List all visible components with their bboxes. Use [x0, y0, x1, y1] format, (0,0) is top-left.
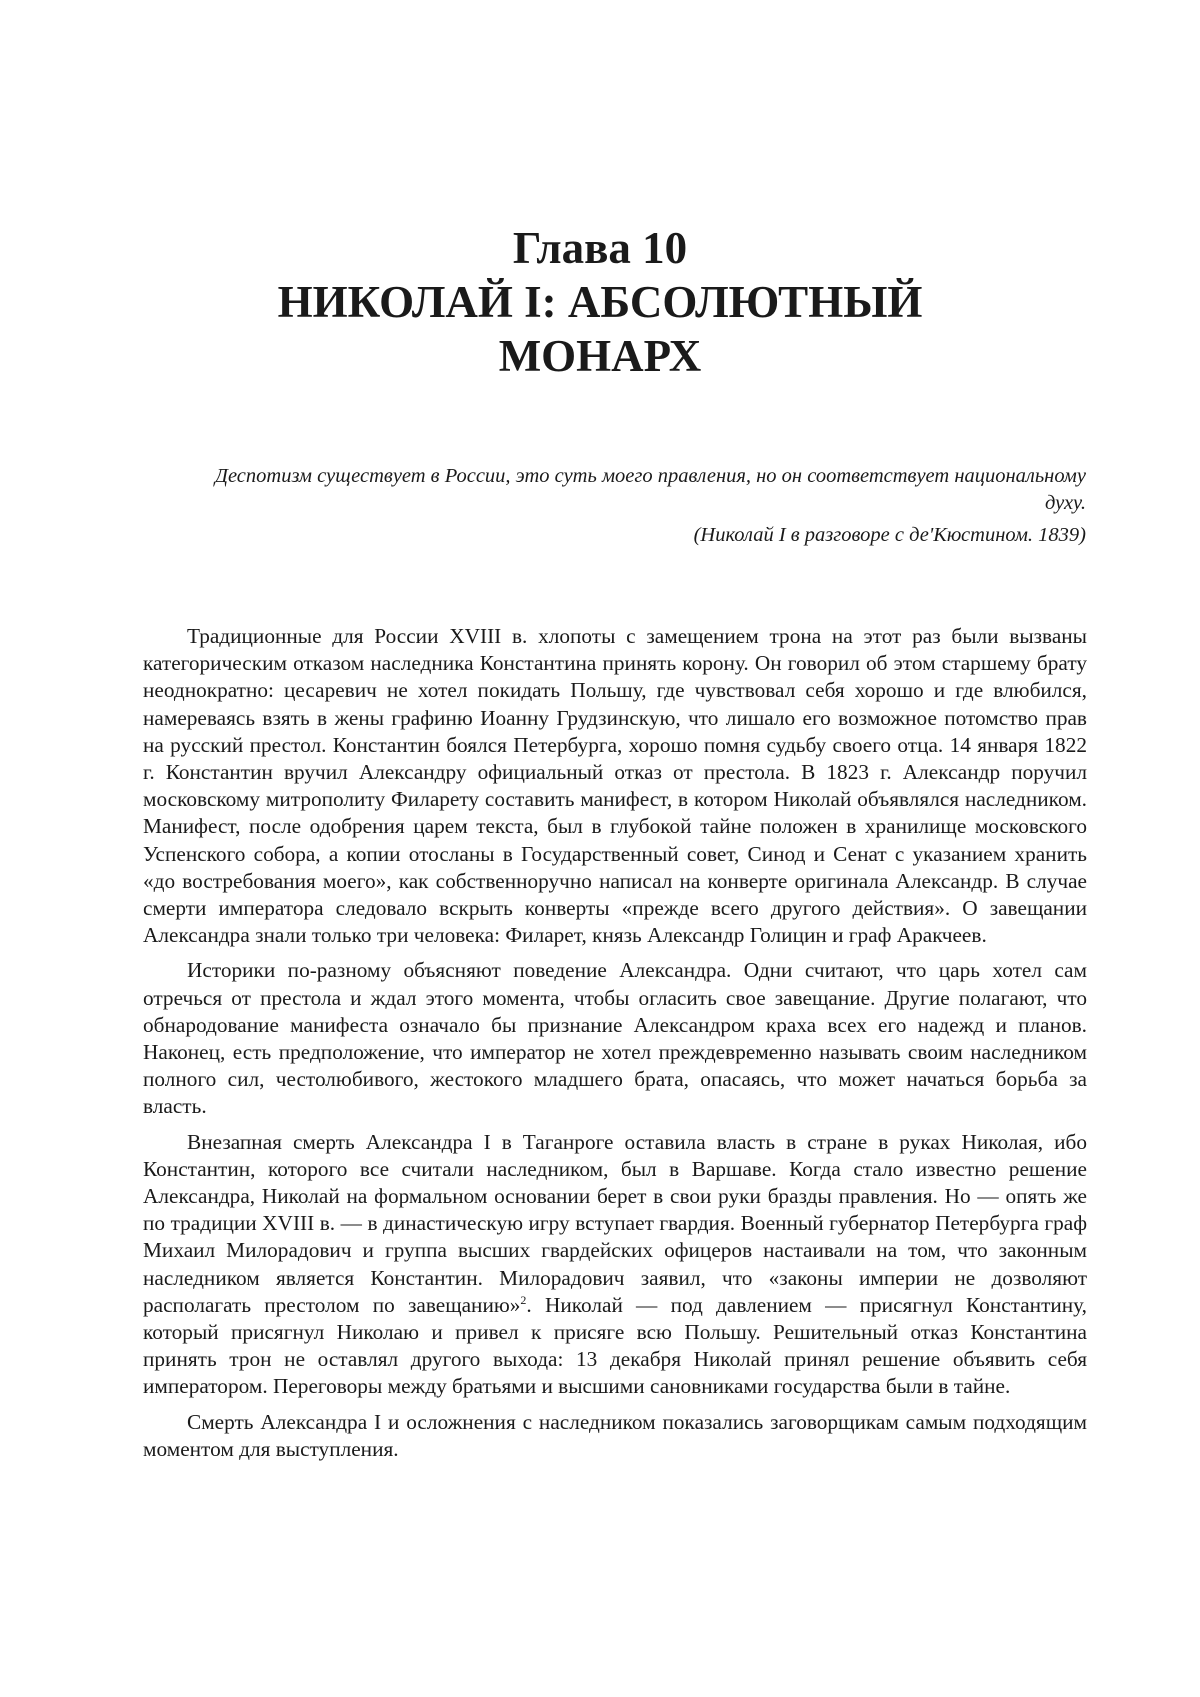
- paragraph-2: Историки по-разному объясняют поведение Александра. Одни считают, что царь хотел сам отречься от престола и ждал этого момента, чтобы огласить свое завещание. Другие полагают, что обнародование манифеста означало бы признание Александром краха всех его надежд и планов. Наконец, есть предположение, что император не хотел преждевременно называть своим наследником полного сил, честолюбивого, жестокого младшего брата, опасаясь, что может начаться борьба за власть.: [143, 958, 1087, 1119]
- chapter-title-line-2: МОНАРХ: [498, 331, 702, 381]
- paragraph-1: Традиционные для России XVIII в. хлопоты с замещением трона на этот раз были вызваны категорическим отказом наследника Константина принять корону. Он говорил об этом старшему брату неоднократно: цесаревич не хотел покидать Польшу, где чувствовал себя хорошо и где влюбился, намереваясь взять в жены графиню Иоанну Грудзинскую, что лишало его возможное потомство прав на русский престол. Константин боялся Петербурга, хорошо помня судьбу своего отца. 14 января 1822 г. Константин вручил Александру официальный отказ от престола. В 1823 г. Александр поручил московскому митрополиту Филарету составить манифест, в котором Николай объявлялся наследником. Манифест, после одобрения царем текста, был в глубокой тайне положен в хранилище московского Успенского собора, а копии отосланы в Государственный совет, Синод и Сенат с указанием хранить «до востребования моего», как собственноручно написал на конверте оригинала Александр. В случае смерти императора следовало вскрыть конверты «прежде всего другого действия». О завещании Александра знали только три человека: Филарет, князь Александр Голицин и граф Аракчеев.: [143, 624, 1087, 948]
- body-text: [143, 623, 1087, 1471]
- epigraph-quote: Деспотизм существует в России, это суть моего правления, но он соответствует национальному духу.: [214, 465, 1086, 514]
- epigraph-attribution: (Николай I в разговоре с де'Кюстином. 1839): [693, 524, 1086, 546]
- paragraph-3-text-part-1: Внезапная смерть Александра I в Таганроге оставила власть в стране в руках Николая, ибо Константин, которого все считали наследником, был в Варшаве. Когда стало известно решение Александра, Николай на формальном основании берет в свои руки бразды правления. Но — опять же по традиции XVIII в. — в династическую игру вступает гвардия. Военный губернатор Петербурга граф Михаил Милорадович и группа высших гвардейских офицеров настаивали на том, что законным наследником является Константин. Милорадович заявил, что «законы империи не дозволяют располагать престолом по завещанию»: [143, 1129, 1087, 1317]
- chapter-title-line-1: НИКОЛАЙ I: АБСОЛЮТНЫЙ: [277, 277, 923, 327]
- paragraph-4: Смерть Александра I и осложнения с наследником показались заговорщикам самым подходящим моментом для выступления.: [143, 1409, 1087, 1461]
- epigraph: [200, 463, 1086, 549]
- paragraph-3-text-part-2: . Николай — под давлением — присягнул Константину, который присягнул Николаю и привел к присяге всю Польшу. Решительный отказ Константина принять трон не оставлял другого выхода: 13 декабря Николай принял решение объявить себя императором. Переговоры между братьями и высшими сановниками государства были в тайне.: [143, 1292, 1088, 1399]
- paragraph-3: [143, 1129, 1087, 1401]
- chapter-heading: [140, 221, 1060, 383]
- footnote-reference[interactable]: 2: [520, 1292, 527, 1307]
- chapter-number: Глава 10: [512, 223, 688, 273]
